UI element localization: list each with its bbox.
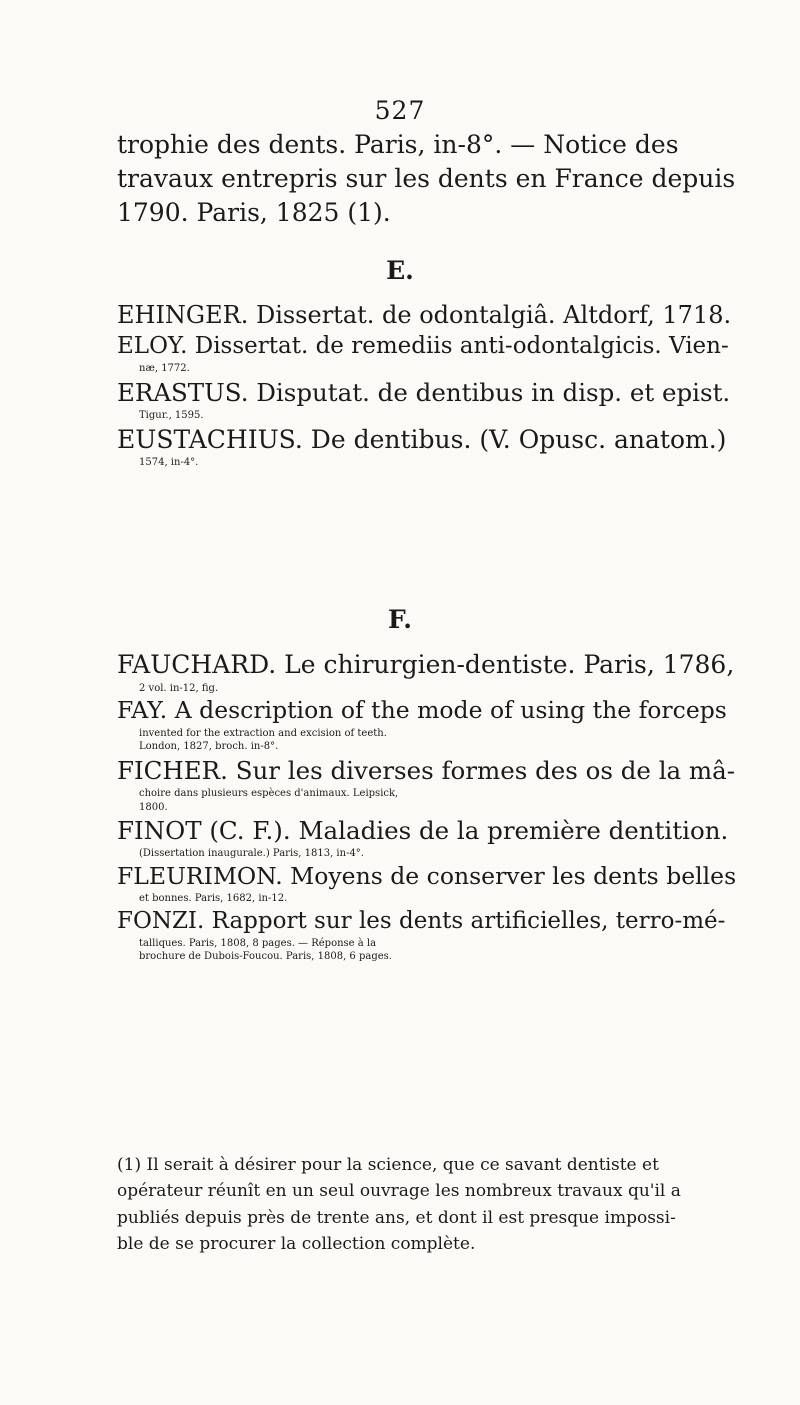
text-line: 1800. xyxy=(139,801,168,813)
text-line: næ, 1772. xyxy=(139,363,190,375)
section-heading-f: F. xyxy=(388,605,412,634)
text-line: EHINGER. Dissertat. de odontalgiâ. Altdorf, 1718. xyxy=(117,301,732,329)
text-line: brochure de Dubois-Foucou. Paris, 1808, 6 pages. xyxy=(139,951,392,963)
text-line: FLEURIMON. Moyens de conserver les dents belles xyxy=(117,861,737,890)
bibliography-entry xyxy=(117,299,737,331)
text-line: FAY. A description of the mode of using the forceps xyxy=(117,696,727,725)
text-line: ERASTUS. Disputat. de dentibus in disp. et epist. xyxy=(117,377,731,407)
bibliography-entry xyxy=(117,814,737,861)
bibliography-entry xyxy=(117,423,737,470)
bibliography-entry xyxy=(117,376,737,423)
text-line: talliques. Paris, 1808, 8 pages. — Réponse à la xyxy=(139,937,377,949)
footnote-line: ble de se procurer la collection complète. xyxy=(117,1234,476,1255)
bibliography-entry xyxy=(117,331,737,376)
text-line: EUSTACHIUS. De dentibus. (V. Opusc. anatom.) xyxy=(117,424,727,454)
text-line: 1574, in-4°. xyxy=(139,457,199,469)
text-line: choire dans plusieurs espèces d'animaux. Leipsick, xyxy=(139,788,399,800)
continuation-entry xyxy=(117,128,737,229)
text-line: FAUCHARD. Le chirurgien-dentiste. Paris, 1786, xyxy=(117,650,735,679)
footnote xyxy=(117,1152,737,1257)
text-line: ELOY. Dissertat. de remediis anti-odontalgicis. Vien- xyxy=(117,333,729,360)
text-line: travaux entrepris sur les dents en France depuis xyxy=(117,163,736,193)
text-line: trophie des dents. Paris, in-8°. — Notice des xyxy=(117,130,679,159)
text-line: London, 1827, broch. in-8°. xyxy=(139,741,279,753)
section-f-entries xyxy=(117,648,737,964)
section-heading-e: E. xyxy=(386,256,414,285)
bibliography-entry xyxy=(117,754,737,814)
text-line: et bonnes. Paris, 1682, in-12. xyxy=(139,893,288,905)
text-line: 2 vol. in-12, fig. xyxy=(139,682,219,694)
footnote-line: opérateur réunît en un seul ouvrage les nombreux travaux qu'il a xyxy=(117,1181,681,1202)
bibliography-entry xyxy=(117,648,737,695)
footnote-line: (1) Il serait à désirer pour la science, que ce savant dentiste et xyxy=(117,1155,659,1175)
text-line: 1790. Paris, 1825 (1). xyxy=(117,197,391,227)
bibliography-entry xyxy=(117,861,737,906)
section-e-entries xyxy=(117,299,737,470)
page-number: 527 xyxy=(374,96,426,125)
text-line: Tigur., 1595. xyxy=(139,410,204,421)
text-line: FONZI. Rapport sur les dents artificielles, terro-mé- xyxy=(117,907,726,934)
footnote-line: publiés depuis près de trente ans, et dont il est presque impossi- xyxy=(117,1207,676,1228)
text-line: FINOT (C. F.). Maladies de la première dentition. xyxy=(117,816,729,846)
bibliography-entry xyxy=(117,906,737,964)
text-line: (Dissertation inaugurale.) Paris, 1813, in-4°. xyxy=(139,848,364,860)
bibliography-entry xyxy=(117,695,737,754)
text-line: invented for the extraction and excision of teeth. xyxy=(139,727,387,739)
text-line: FICHER. Sur les diverses formes des os de la mâ- xyxy=(117,755,736,785)
